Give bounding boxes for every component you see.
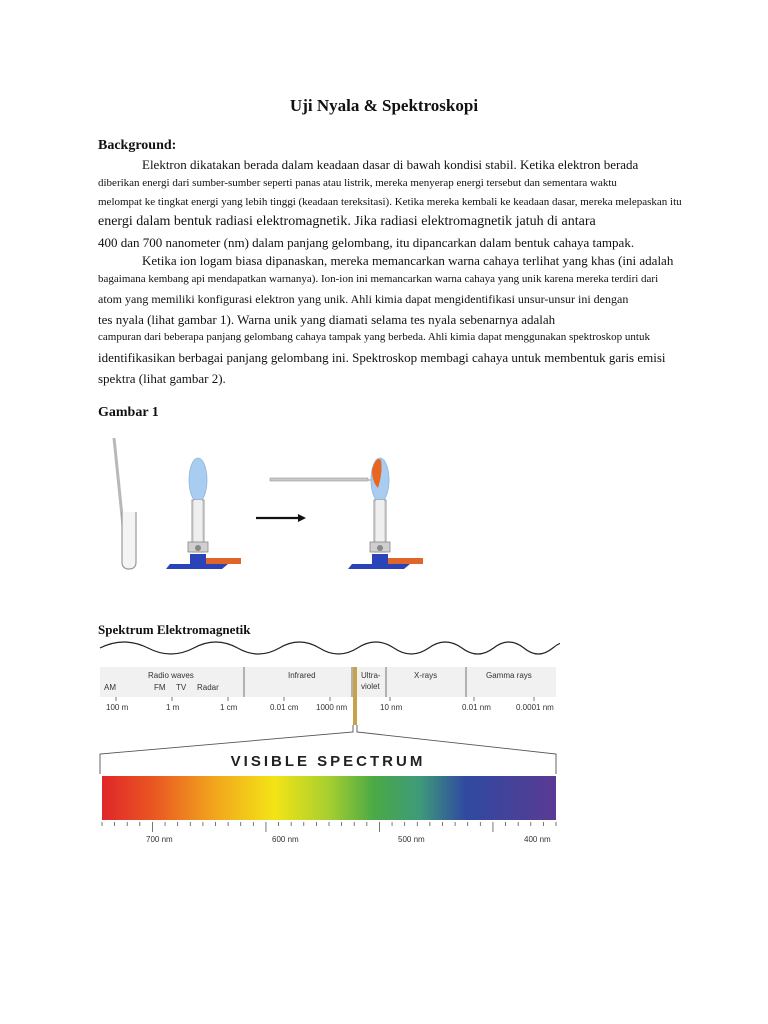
visible-tick-label: 600 nm: [272, 835, 299, 844]
visible-tick-label: 700 nm: [146, 835, 173, 844]
visible-spectrum-bar: [102, 776, 556, 820]
paragraph-line: campuran dari beberapa panjang gelombang cahaya tampak yang berbeda. Ahli kimia dapat menggunakan spektroskop untuk: [98, 331, 650, 343]
figure-1-label: Gambar 1: [98, 405, 159, 420]
paragraph-line: bagaimana kembang api mendapatkan warnanya). Ion-ion ini memancarkan warna cahaya yang unik karena mereka terdiri dari: [98, 273, 659, 285]
page-title: Uji Nyala & Spektroskopi: [289, 96, 479, 115]
scale-label: 0.01 cm: [270, 703, 299, 712]
scale-label: 100 m: [106, 703, 129, 712]
paragraph-line: Elektron dikatakan berada dalam keadaan dasar di bawah kondisi stabil. Ketika elektron berada: [142, 157, 639, 172]
scale-label: 1000 nm: [316, 703, 348, 712]
flame-icon: [189, 458, 207, 502]
xrays-label: X-rays: [414, 671, 438, 680]
flame-test-figure-left: [100, 430, 250, 580]
infrared-label: Infrared: [288, 671, 316, 680]
radar-label: Radar: [197, 683, 219, 692]
em-spectrum-figure: [96, 636, 560, 850]
paragraph-line: Ketika ion logam biasa dipanaskan, mereka memancarkan warna cahaya terlihat yang khas (ini adalah: [142, 253, 674, 268]
scale-label: 0.01 nm: [462, 703, 491, 712]
spectrum-heading: Spektrum Elektromagnetik: [98, 622, 251, 637]
paragraph-line: spektra (lihat gambar 2).: [98, 371, 226, 386]
paragraph-line: melompat ke tingkat energi yang lebih tinggi (keadaan tereksitasi). Ketika mereka kembali ke keadaan dasar, mereka melepaskan itu: [98, 196, 682, 208]
visible-tick-label: 400 nm: [524, 835, 551, 844]
scale-label: 1 m: [166, 703, 180, 712]
visible-tick-label: 500 nm: [398, 835, 425, 844]
scale-label: 0.0001 nm: [516, 703, 554, 712]
paragraph-line: atom yang memiliki konfigurasi elektron yang unik. Ahli kimia dapat mengidentifikasi unsur-unsur ini dengan: [98, 292, 629, 306]
background-heading: Background:: [98, 138, 177, 153]
ultra-label: Ultra-: [361, 671, 381, 680]
radio-waves-label: Radio waves: [148, 671, 194, 680]
wave-line: [100, 642, 560, 654]
paragraph-line: 400 dan 700 nanometer (nm) dalam panjang gelombang, itu dipancarkan dalam bentuk cahaya tampak.: [98, 235, 635, 250]
paragraph-line: tes nyala (lihat gambar 1). Warna unik yang diamati selama tes nyala sebenarnya adalah: [98, 312, 556, 327]
visible-spectrum-label: VISIBLE SPECTRUM: [230, 753, 426, 770]
fm-label: FM: [154, 683, 166, 692]
am-label: AM: [104, 683, 116, 692]
tv-label: TV: [176, 683, 187, 692]
paragraph-line: identifikasikan berbagai panjang gelombang ini. Spektroskop membagi cahaya untuk membentuk garis emisi: [98, 350, 666, 365]
paragraph-line: energi dalam bentuk radiasi elektromagnetik. Jika radiasi elektromagnetik jatuh di antara: [98, 214, 596, 229]
violet-label: violet: [361, 682, 380, 691]
flame-test-figure-right: [250, 430, 550, 580]
gamma-rays-label: Gamma rays: [486, 671, 532, 680]
scale-label: 1 cm: [220, 703, 238, 712]
paragraph-line: diberikan energi dari sumber-sumber seperti panas atau listrik, mereka menyerap energi tersebut dan sementara waktu: [98, 177, 617, 189]
scale-label: 10 nm: [380, 703, 403, 712]
